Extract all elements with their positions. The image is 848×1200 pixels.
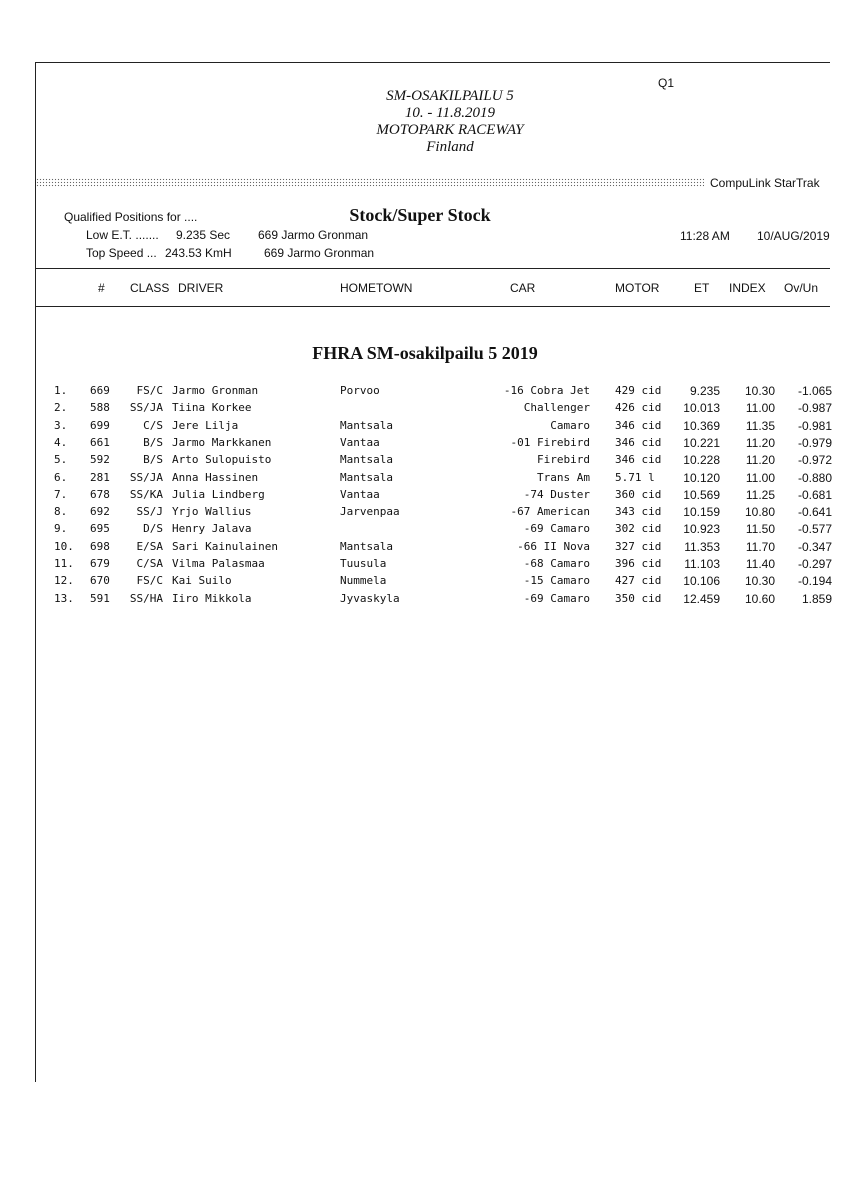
dotted-band xyxy=(36,178,704,187)
col-car: CAR xyxy=(510,281,536,295)
cell-pos: 12. xyxy=(54,574,74,588)
cell-et: 10.159 xyxy=(683,505,720,520)
cell-motor: 427 cid xyxy=(615,574,662,588)
cell-et: 9.235 xyxy=(689,384,720,398)
cell-ovun: -1.065 xyxy=(797,384,832,398)
system-name: CompuLink StarTrak xyxy=(710,176,820,190)
top-speed-holder: 669 Jarmo Gronman xyxy=(264,246,375,260)
cell-et: 11.103 xyxy=(684,557,720,571)
cell-ovun: -0.972 xyxy=(797,453,832,468)
low-et-value: 9.235 Sec xyxy=(176,228,231,242)
cell-index: 10.60 xyxy=(744,591,775,606)
cell-et: 10.569 xyxy=(683,487,720,502)
cell-ovun: -0.194 xyxy=(797,574,832,589)
cell-motor: 346 cid xyxy=(615,435,662,449)
cell-ovun: -0.979 xyxy=(797,435,832,450)
cell-motor: 5.71 l xyxy=(615,470,655,484)
cell-driver: Julia Lindberg xyxy=(172,487,265,501)
cell-index: 11.00 xyxy=(745,401,775,416)
section-title: FHRA SM-osakilpailu 5 2019 xyxy=(312,343,538,363)
report-date: 10/AUG/2019 xyxy=(757,229,830,243)
venue: MOTOPARK RACEWAY xyxy=(376,122,524,138)
cell-class: FS/C xyxy=(136,384,163,397)
cell-et: 10.013 xyxy=(683,401,720,416)
col-hometown: HOMETOWN xyxy=(340,281,413,295)
cell-car: -69 Camaro xyxy=(523,522,590,536)
qualified-label: Qualified Positions for .... xyxy=(64,210,198,224)
cell-num: 699 xyxy=(90,418,110,432)
cell-index: 11.25 xyxy=(745,487,775,502)
cell-hometown: Porvoo xyxy=(340,384,380,397)
cell-et: 10.106 xyxy=(683,574,720,589)
cell-motor: 302 cid xyxy=(615,522,662,536)
cell-num: 661 xyxy=(90,435,110,449)
cell-driver: Arto Sulopuisto xyxy=(172,453,272,467)
cell-class: SS/JA xyxy=(129,470,163,484)
cell-hometown: Mantsala xyxy=(340,539,393,553)
cell-num: 695 xyxy=(90,522,110,536)
col-ovun: Ov/Un xyxy=(784,281,819,295)
cell-driver: Kai Suilo xyxy=(172,574,232,588)
header-rule-bottom xyxy=(35,306,830,307)
cell-hometown: Tuusula xyxy=(340,557,387,570)
cell-index: 11.50 xyxy=(745,522,775,537)
cell-pos: 6. xyxy=(54,470,68,484)
cell-pos: 8. xyxy=(54,505,68,519)
col-class: CLASS xyxy=(130,281,170,295)
cell-num: 670 xyxy=(90,574,110,588)
cell-class: FS/C xyxy=(136,574,163,588)
cell-index: 11.20 xyxy=(745,453,775,468)
table-row xyxy=(0,419,848,436)
header-rule-top xyxy=(35,268,830,269)
cell-hometown: Vantaa xyxy=(340,487,380,501)
cell-ovun: -0.880 xyxy=(797,470,832,485)
cell-et: 11.353 xyxy=(684,539,720,554)
cell-index: 11.20 xyxy=(745,435,775,450)
cell-motor: 360 cid xyxy=(615,487,662,501)
cell-pos: 1. xyxy=(54,384,68,397)
cell-num: 591 xyxy=(90,591,110,605)
cell-class: SS/KA xyxy=(129,487,163,501)
low-et-label: Low E.T. ....... xyxy=(86,228,159,242)
cell-car: -66 II Nova xyxy=(517,539,590,553)
cell-et: 10.923 xyxy=(683,522,720,537)
cell-et: 10.369 xyxy=(683,418,720,433)
table-row xyxy=(0,488,848,505)
cell-num: 592 xyxy=(90,453,110,467)
cell-num: 692 xyxy=(90,505,110,519)
table-row xyxy=(0,436,848,453)
cell-num: 698 xyxy=(90,539,110,553)
cell-class: B/S xyxy=(143,435,163,449)
cell-ovun: -0.681 xyxy=(797,487,832,502)
cell-ovun: -0.577 xyxy=(797,522,832,537)
cell-ovun: -0.297 xyxy=(797,557,832,571)
table-row xyxy=(0,522,848,539)
cell-car: Challenger xyxy=(523,401,590,415)
table-row xyxy=(0,540,848,557)
cell-car: -15 Camaro xyxy=(523,574,590,588)
cell-driver: Anna Hassinen xyxy=(172,470,259,484)
cell-index: 11.35 xyxy=(745,418,775,433)
table-row xyxy=(0,557,848,574)
cell-pos: 7. xyxy=(54,487,68,501)
col-index: INDEX xyxy=(729,281,766,295)
cell-pos: 11. xyxy=(54,557,74,570)
cell-ovun: -0.641 xyxy=(797,505,832,520)
cell-et: 10.221 xyxy=(683,435,720,450)
cell-driver: Vilma Palasmaa xyxy=(172,557,265,570)
cell-class: SS/JA xyxy=(129,401,163,415)
cell-class: C/S xyxy=(143,418,163,432)
cell-motor: 396 cid xyxy=(615,557,662,570)
cell-car: -69 Camaro xyxy=(523,591,590,605)
cell-ovun: -0.981 xyxy=(797,418,832,433)
table-row xyxy=(0,574,848,591)
cell-class: SS/J xyxy=(136,505,163,519)
report-time: 11:28 AM xyxy=(680,229,730,243)
cell-index: 10.80 xyxy=(744,505,775,520)
cell-class: B/S xyxy=(143,453,163,467)
cell-driver: Jarmo Gronman xyxy=(172,384,259,397)
page-code: Q1 xyxy=(658,76,675,90)
cell-num: 281 xyxy=(90,470,110,484)
cell-hometown: Vantaa xyxy=(340,435,380,449)
cell-num: 588 xyxy=(90,401,110,415)
cell-class: E/SA xyxy=(136,539,163,553)
cell-motor: 346 cid xyxy=(615,453,662,467)
cell-driver: Jarmo Markkanen xyxy=(172,435,272,449)
cell-ovun: 1.859 xyxy=(801,591,832,606)
cell-hometown: Mantsala xyxy=(340,418,393,432)
cell-index: 10.30 xyxy=(744,574,775,589)
cell-driver: Tiina Korkee xyxy=(172,401,252,415)
cell-pos: 2. xyxy=(54,401,68,415)
cell-index: 10.30 xyxy=(744,384,775,398)
cell-ovun: -0.987 xyxy=(797,401,832,416)
cell-driver: Iiro Mikkola xyxy=(172,591,252,605)
cell-pos: 13. xyxy=(54,591,74,605)
cell-pos: 4. xyxy=(54,435,68,449)
cell-num: 669 xyxy=(90,384,110,397)
cell-car: -68 Camaro xyxy=(523,557,590,570)
cell-driver: Yrjo Wallius xyxy=(172,505,252,519)
cell-class: C/SA xyxy=(136,557,163,570)
top-rule xyxy=(35,62,830,63)
col-num: # xyxy=(98,281,105,295)
cell-car: -16 Cobra Jet xyxy=(503,384,590,397)
cell-hometown: Mantsala xyxy=(340,470,393,484)
cell-pos: 9. xyxy=(54,522,68,536)
cell-et: 10.120 xyxy=(683,470,720,485)
cell-car: Camaro xyxy=(550,418,590,432)
table-row xyxy=(0,401,848,418)
cell-driver: Henry Jalava xyxy=(172,522,252,536)
cell-hometown: Mantsala xyxy=(340,453,393,467)
cell-hometown: Nummela xyxy=(340,574,387,588)
class-title: Stock/Super Stock xyxy=(349,205,491,225)
table-row xyxy=(0,592,848,609)
cell-index: 11.40 xyxy=(745,557,775,571)
cell-car: Trans Am xyxy=(537,470,590,484)
cell-index: 11.00 xyxy=(745,470,775,485)
event-name: SM-OSAKILPAILU 5 xyxy=(386,88,514,104)
cell-motor: 350 cid xyxy=(615,591,662,605)
cell-motor: 327 cid xyxy=(615,539,662,553)
top-speed-value: 243.53 KmH xyxy=(165,246,232,260)
cell-driver: Jere Lilja xyxy=(172,418,239,432)
cell-motor: 429 cid xyxy=(615,384,662,397)
cell-num: 678 xyxy=(90,487,110,501)
cell-num: 679 xyxy=(90,557,110,570)
col-motor: MOTOR xyxy=(615,281,660,295)
cell-pos: 5. xyxy=(54,453,68,467)
cell-motor: 346 cid xyxy=(615,418,662,432)
cell-motor: 426 cid xyxy=(615,401,662,415)
cell-pos: 10. xyxy=(54,539,74,553)
cell-car: -67 American xyxy=(510,505,590,519)
cell-car: Firebird xyxy=(537,453,590,467)
cell-motor: 343 cid xyxy=(615,505,662,519)
cell-hometown: Jarvenpaa xyxy=(340,505,400,519)
cell-hometown: Jyvaskyla xyxy=(340,591,400,605)
cell-pos: 3. xyxy=(54,418,68,432)
col-et: ET xyxy=(694,281,710,295)
table-row xyxy=(0,384,848,401)
table-row xyxy=(0,505,848,522)
cell-et: 10.228 xyxy=(683,453,720,468)
cell-car: -01 Firebird xyxy=(510,435,590,449)
low-et-holder: 669 Jarmo Gronman xyxy=(258,228,369,242)
top-speed-label: Top Speed ... xyxy=(86,246,157,260)
cell-class: D/S xyxy=(143,522,163,536)
event-dates: 10. - 11.8.2019 xyxy=(404,105,496,121)
col-driver: DRIVER xyxy=(178,281,224,295)
cell-index: 11.70 xyxy=(745,539,775,554)
cell-car: -74 Duster xyxy=(523,487,590,501)
cell-et: 12.459 xyxy=(683,591,720,606)
cell-ovun: -0.347 xyxy=(797,539,832,554)
cell-class: SS/HA xyxy=(129,591,163,605)
cell-driver: Sari Kainulainen xyxy=(172,539,278,553)
country: Finland xyxy=(426,139,474,155)
table-row xyxy=(0,453,848,470)
table-row xyxy=(0,471,848,488)
